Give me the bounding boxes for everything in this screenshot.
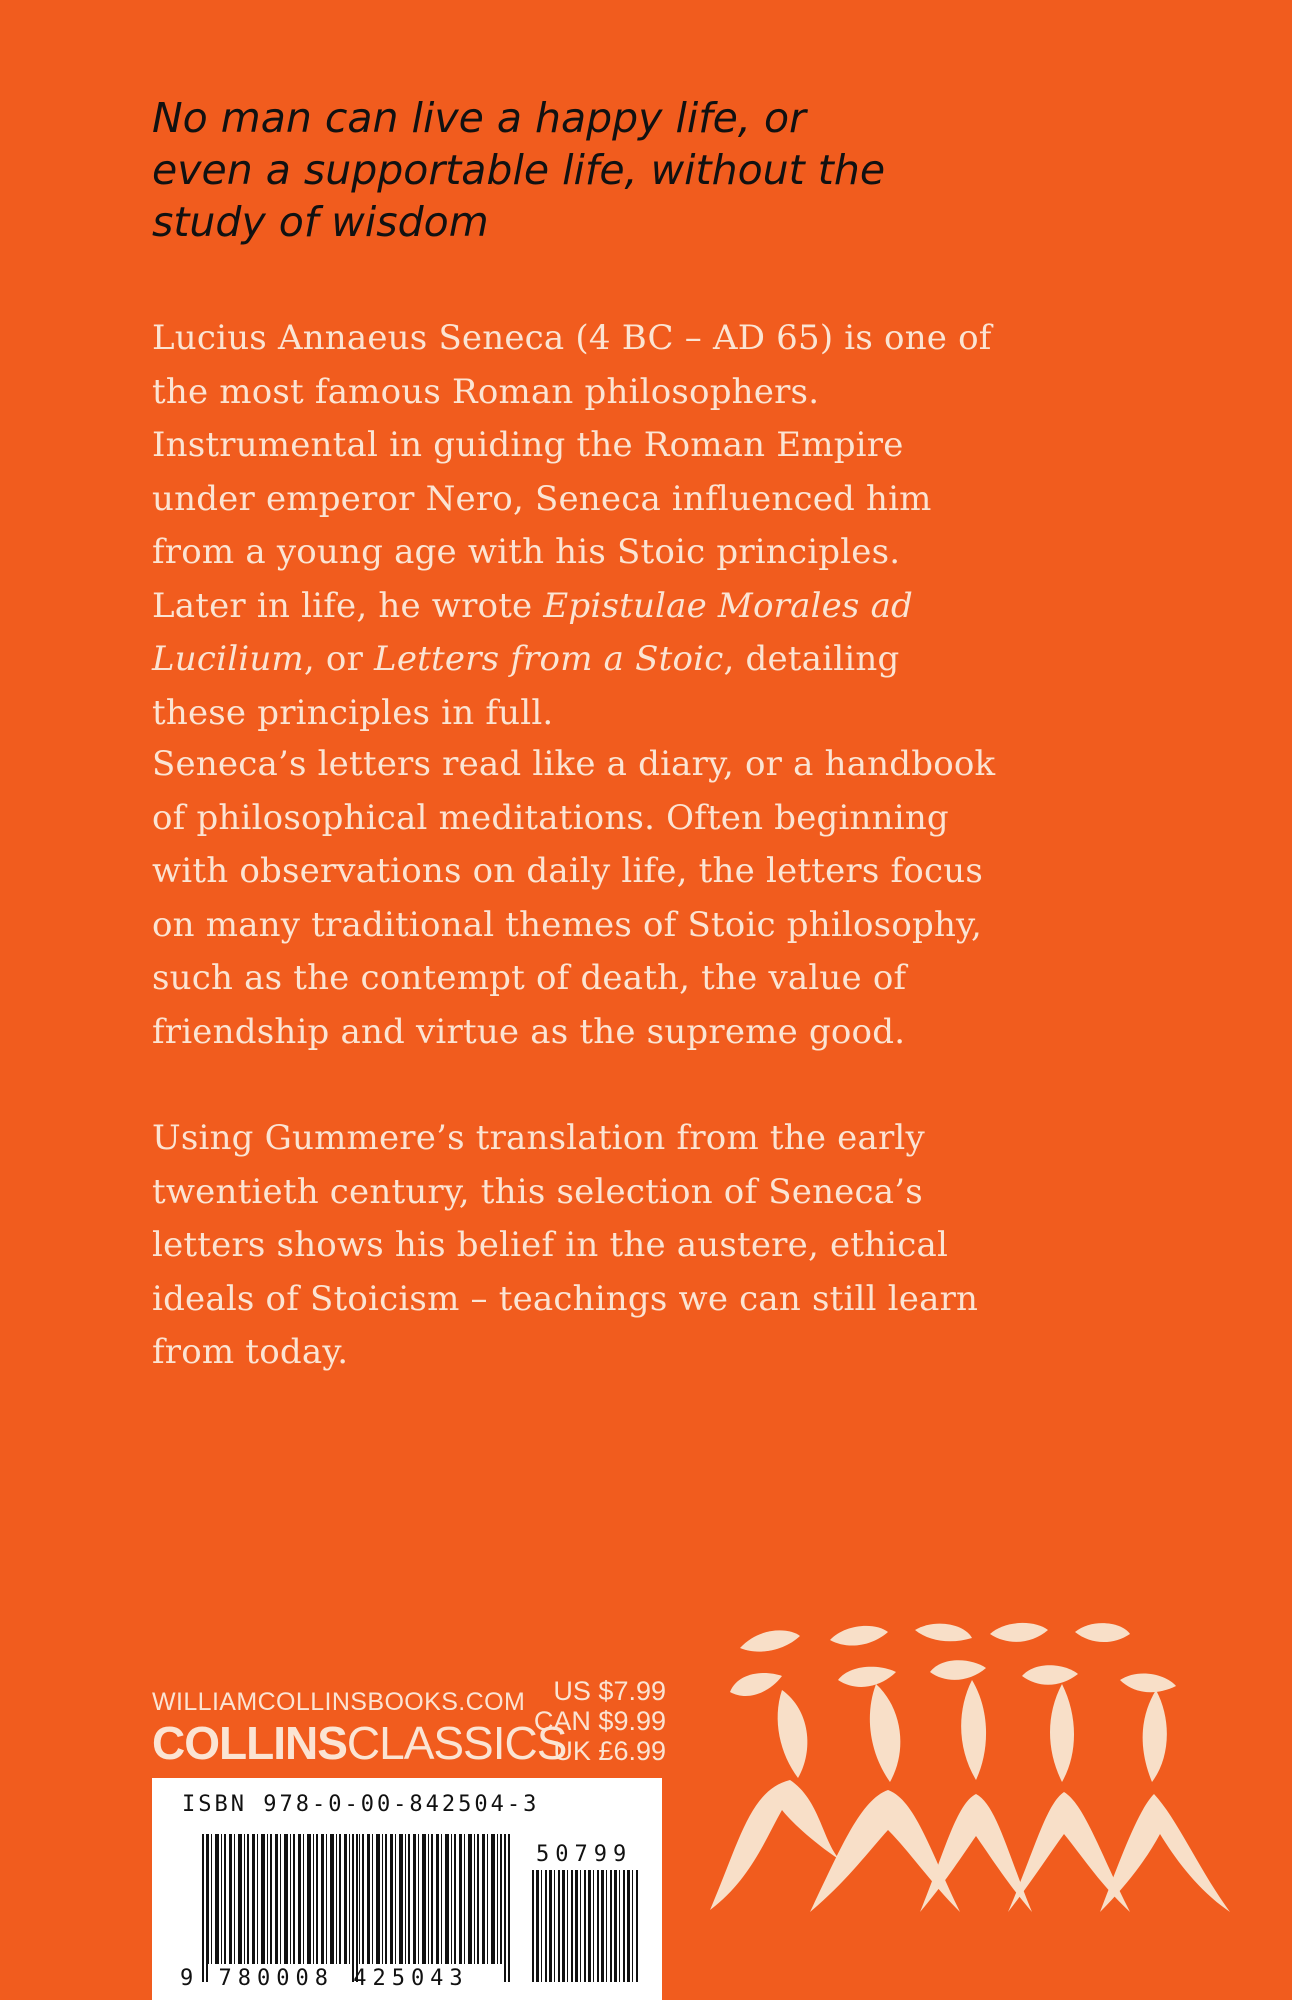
price-us: US $7.99 [553,1676,666,1706]
description-text: , detailing these principles in full. [152,639,900,733]
price-uk: UK £6.99 [553,1736,666,1766]
book-title-english: Letters from a Stoic [374,639,724,679]
publisher-logo-regular: CLASSICS [346,1717,567,1769]
isbn-number: ISBN 978-0-00-842504-3 [182,1792,540,1817]
publisher-logo [152,1716,566,1770]
description-text: Lucius Annaeus Seneca (4 BC – AD 65) is one of the most famous Roman philosophers. Instrumental in guiding the Roman Empire under emperor Nero, Seneca influenced him from a young age with his Stoic principles. Later in life, he wrote [152,318,992,626]
book-title-latin: Epistulae Morales ad Lucilium [152,585,914,679]
description-paragraph-1 [152,312,1002,740]
publisher-logo-bold: COLLINS [152,1717,347,1769]
price-list [530,1676,666,1766]
ean-digits: 9 780008 425043 [180,1966,469,1991]
description-paragraph-2: Seneca’s letters read like a diary, or a handbook of philosophical meditations. Often beginning with observations on daily life, the letters focus on many traditional themes of Stoic philosophy, such as the contempt of death, the value of friendship and virtue as the supreme good. [152,744,996,1052]
barcode-guard-center [352,1834,358,1982]
description-text: , or [303,639,375,679]
floral-ornament-icon [690,1620,1250,1920]
epigraph-quote: No man can live a happy life, or even a supportable life, without the study of wisdom [152,94,886,246]
barcode-panel [152,1778,662,2000]
ean-barcode [206,1834,506,1964]
publisher-website: WILLIAMCOLLINSBOOKS.COM [152,1688,526,1716]
price-can: CAN $9.99 [533,1706,666,1736]
description-paragraph-3: Using Gummere’s translation from the early twentieth century, this selection of Seneca’s letters shows his belief in the austere, ethical ideals of Stoicism – teachings we can still learn from today. [152,1118,979,1372]
barcode-guard-left [202,1834,208,1982]
barcode-guard-right [504,1834,510,1982]
price-addon-code: 50799 [536,1842,633,1867]
addon-barcode [532,1870,640,1982]
